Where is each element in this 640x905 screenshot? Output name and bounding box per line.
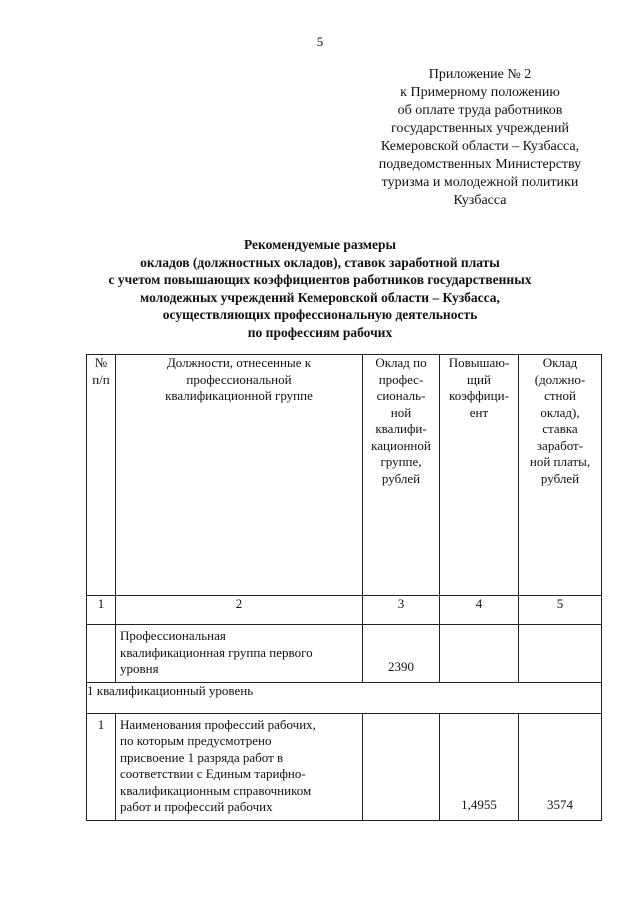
header-salary: Оклад по профес- сиональ- ной квалифи- кационной группе, рублей bbox=[363, 355, 440, 596]
header-final-salary: Оклад (должно- стной оклад), ставка заработ- ной платы, рублей bbox=[519, 355, 602, 596]
title-line: с учетом повышающих коэффициентов работников государственных bbox=[108, 272, 532, 288]
appendix-line: государственных учреждений bbox=[391, 121, 569, 136]
appendix-line: об оплате труда работников bbox=[397, 103, 563, 118]
item-coefficient-cell: 1,4955 bbox=[440, 713, 519, 820]
document-title bbox=[0, 236, 640, 342]
table-header-row bbox=[87, 355, 602, 596]
level-row bbox=[87, 682, 602, 713]
appendix-line: к Примерному положению bbox=[400, 85, 560, 100]
column-number: 3 bbox=[363, 596, 440, 625]
column-number-row bbox=[87, 596, 602, 625]
group-name-cell: Профессиональная квалификационная группа первого уровня bbox=[116, 625, 363, 683]
appendix-line: Кемеровской области – Кузбасса, bbox=[380, 139, 580, 154]
appendix-line: Приложение № 2 bbox=[428, 67, 532, 82]
item-no-cell: 1 bbox=[87, 713, 116, 820]
item-salary-cell bbox=[363, 713, 440, 820]
title-line: по профессиям рабочих bbox=[247, 324, 393, 340]
group-salary-cell: 2390 bbox=[363, 625, 440, 683]
column-number: 5 bbox=[519, 596, 602, 625]
table-row bbox=[87, 713, 602, 820]
item-name-cell: Наименования профессий рабочих, по которым предусмотрено присвоение 1 разряда работ в соответствии с Единым тарифно- квалификационным справочником работ и профессий рабочих bbox=[116, 713, 363, 820]
group-final-cell bbox=[519, 625, 602, 683]
column-number: 2 bbox=[116, 596, 363, 625]
salary-table bbox=[86, 354, 602, 821]
title-line: Рекомендуемые размеры bbox=[243, 237, 397, 252]
group-no-cell bbox=[87, 625, 116, 683]
item-final-cell: 3574 bbox=[519, 713, 602, 820]
title-line: осуществляющих профессиональную деятельность bbox=[162, 307, 478, 323]
column-number: 4 bbox=[440, 596, 519, 625]
title-line: окладов (должностных окладов), ставок заработной платы bbox=[140, 254, 500, 270]
appendix-line: туризма и молодежной политики bbox=[381, 175, 579, 190]
appendix-line: Кузбасса bbox=[453, 193, 507, 208]
title-line: молодежных учреждений Кемеровской области – Кузбасса, bbox=[140, 289, 500, 305]
header-coefficient: Повышаю- щий коэффици- ент bbox=[440, 355, 519, 596]
appendix-line: подведомственных Министерству bbox=[378, 157, 582, 172]
appendix-header bbox=[338, 66, 622, 210]
page-number: 5 bbox=[316, 34, 324, 49]
group-row bbox=[87, 625, 602, 683]
header-no: № п/п bbox=[87, 355, 116, 596]
level-label: 1 квалификационный уровень bbox=[87, 682, 602, 713]
column-number: 1 bbox=[87, 596, 116, 625]
group-coefficient-cell bbox=[440, 625, 519, 683]
header-position: Должности, отнесенные к профессиональной квалификационной группе bbox=[116, 355, 363, 596]
